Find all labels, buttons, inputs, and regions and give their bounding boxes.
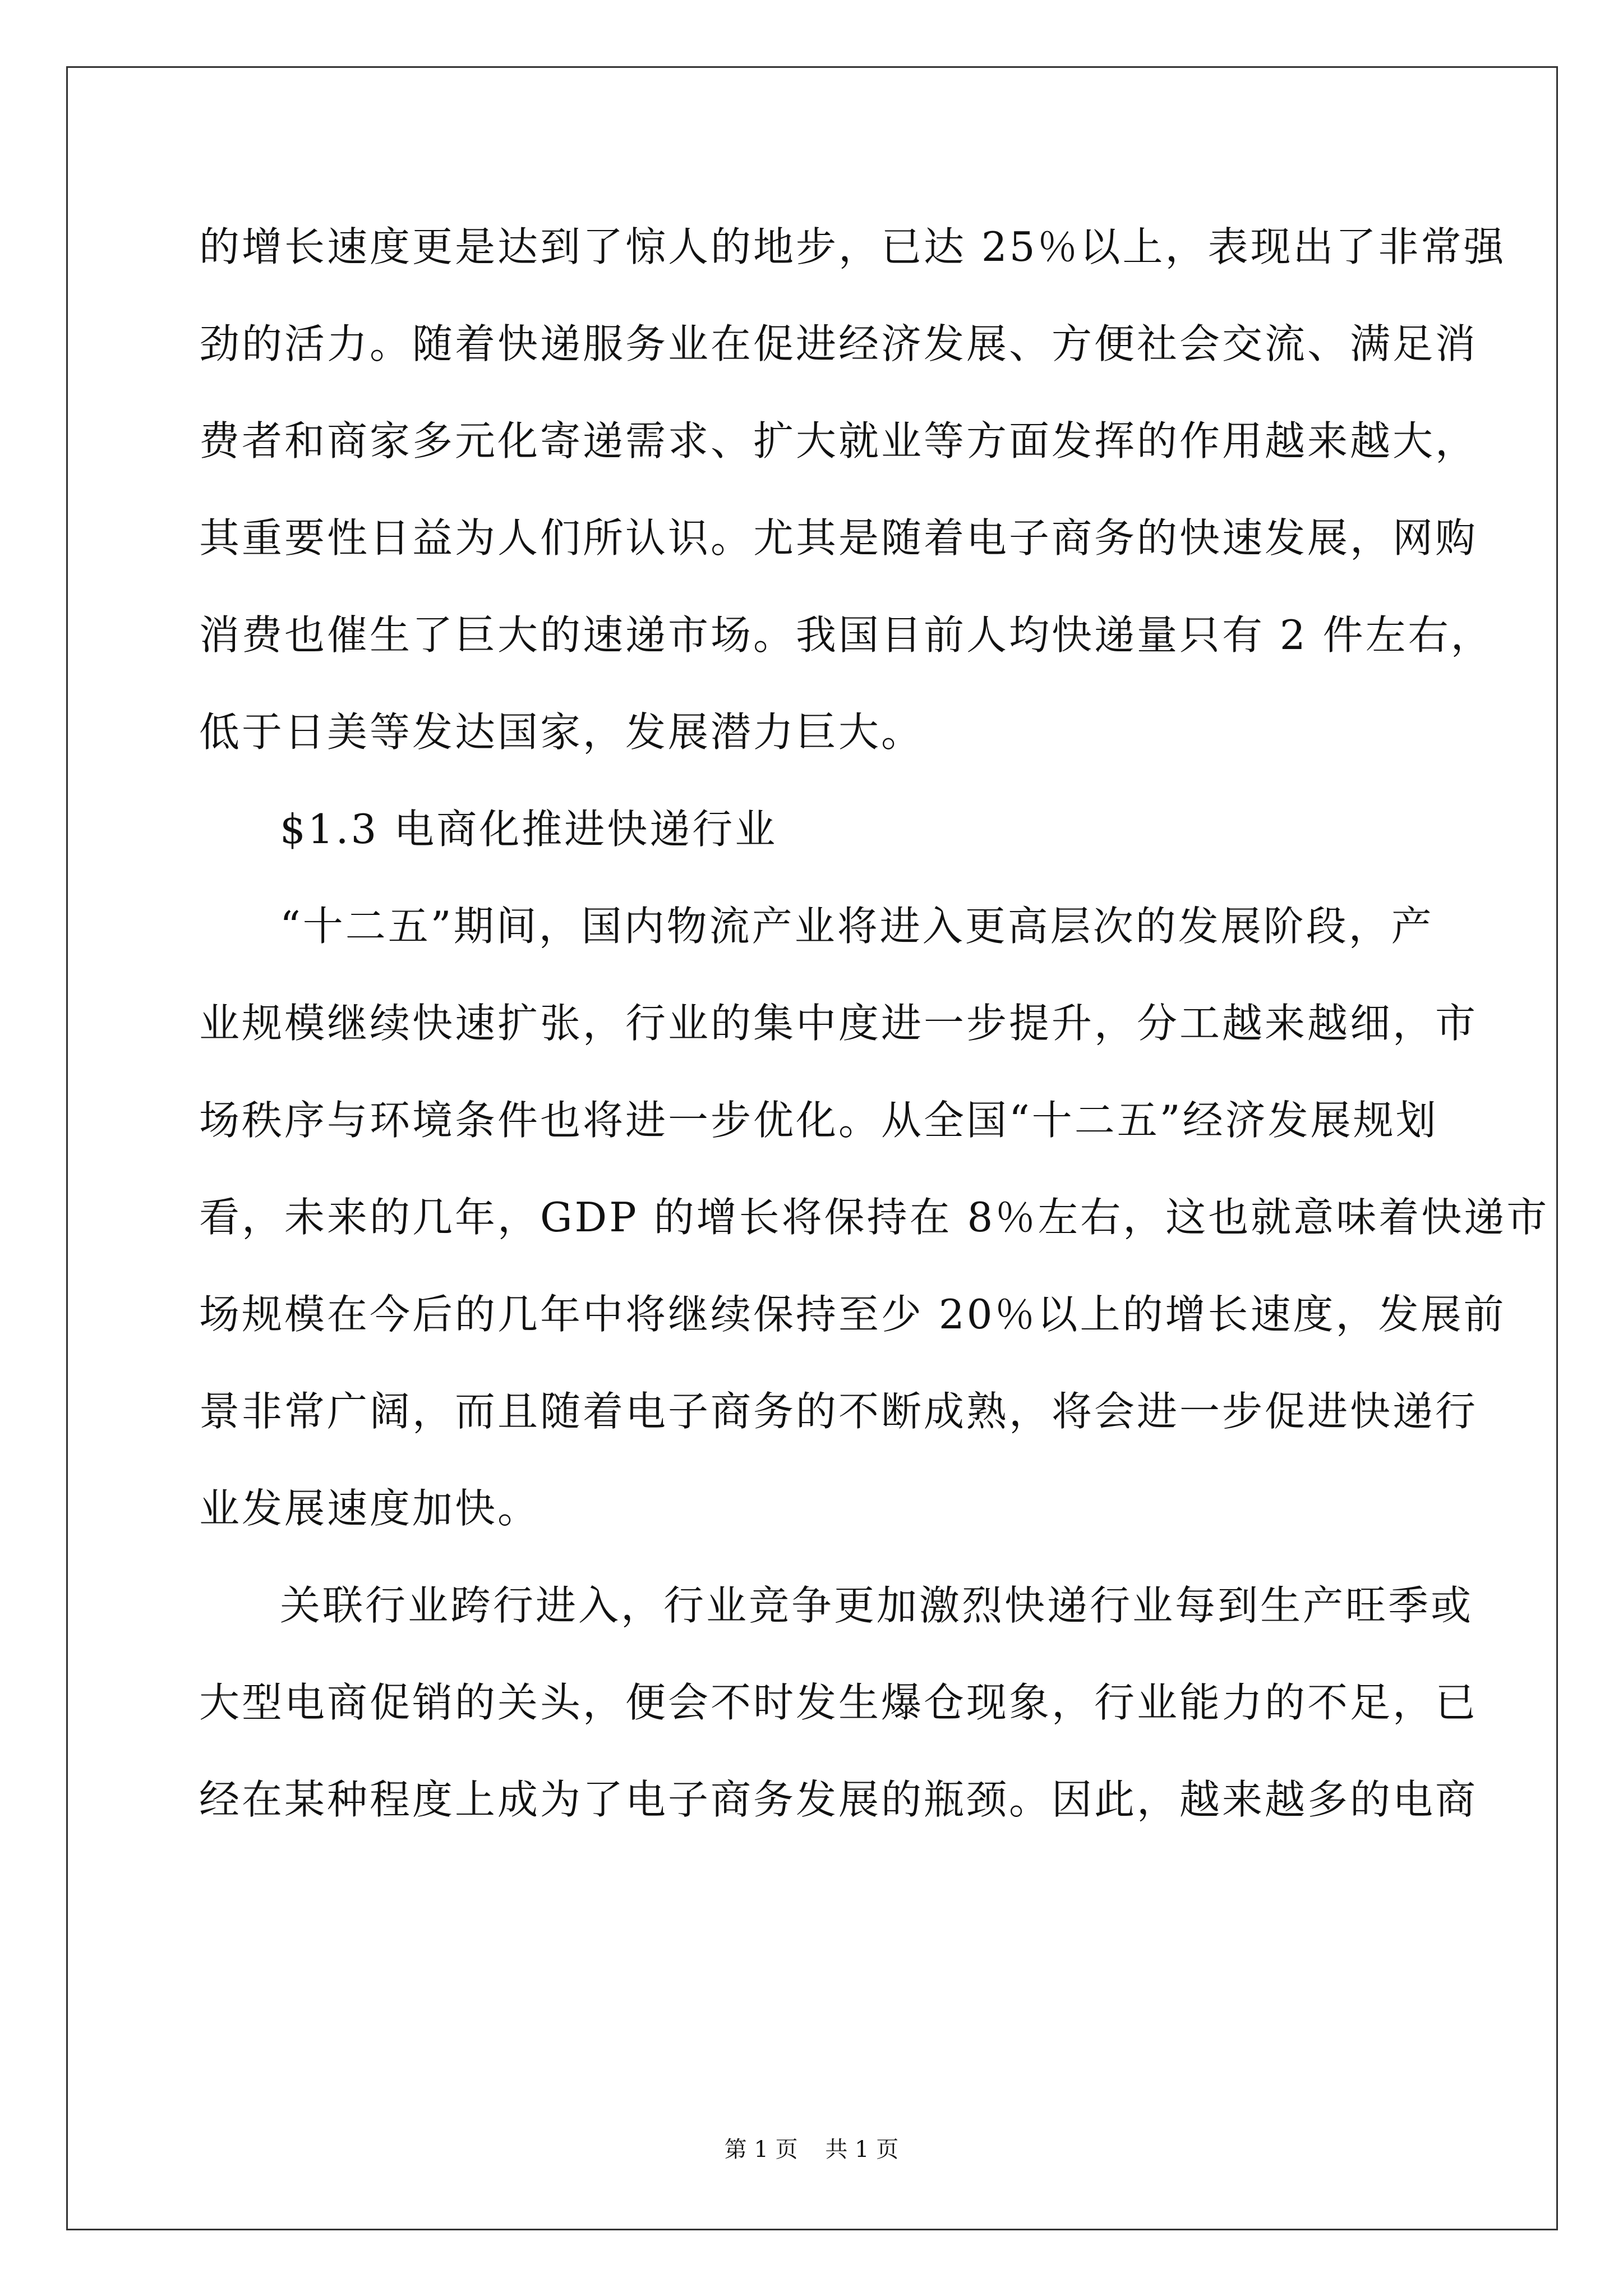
text-line-12: 场规模在今后的几年中将继续保持至少 20％以上的增长速度，发展前 [199, 1291, 1506, 1338]
text-line-3: 费者和商家多元化寄递需求、扩大就业等方面发挥的作用越来越大， [199, 417, 1478, 464]
document-body [199, 213, 1550, 1863]
text-line-8: “十二五”期间，国内物流产业将进入更高层次的发展阶段，产 [280, 903, 1434, 950]
text-line-13: 景非常广阔，而且随着电子商务的不断成熟，将会进一步促进快递行 [199, 1388, 1478, 1435]
text-line-10: 场秩序与环境条件也将进一步优化。从全国“十二五”经济发展规划 [199, 1097, 1438, 1144]
section-heading: $1.3 电商化推进快递行业 [280, 806, 778, 853]
page-footer [0, 2132, 1623, 2164]
text-line-11: 看，未来的几年，GDP 的增长将保持在 8％左右，这也就意味着快递市 [199, 1194, 1550, 1241]
text-line-15: 关联行业跨行进入，行业竞争更加激烈快递行业每到生产旺季或 [280, 1582, 1474, 1629]
page-total: 共 1 页 [825, 2137, 899, 2162]
text-line-9: 业规模继续快速扩张，行业的集中度进一步提升，分工越来越细，市 [199, 1000, 1478, 1047]
text-line-17: 经在某种程度上成为了电子商务发展的瓶颈。因此，越来越多的电商 [199, 1776, 1478, 1823]
text-line-16: 大型电商促销的关头，便会不时发生爆仓现象，行业能力的不足，已 [199, 1679, 1478, 1726]
text-line-14: 业发展速度加快。 [199, 1485, 541, 1532]
text-line-2: 劲的活力。随着快递服务业在促进经济发展、方便社会交流、满足消 [199, 320, 1478, 367]
page-number: 第 1 页 [724, 2137, 798, 2162]
text-line-6: 低于日美等发达国家，发展潜力巨大。 [199, 708, 924, 756]
text-line-4: 其重要性日益为人们所认识。尤其是随着电子商务的快速发展，网购 [199, 514, 1478, 562]
text-line-5: 消费也催生了巨大的速递市场。我国目前人均快递量只有 2 件左右， [199, 611, 1493, 659]
text-line-1: 的增长速度更是达到了惊人的地步，已达 25％以上，表现出了非常强 [199, 223, 1506, 270]
